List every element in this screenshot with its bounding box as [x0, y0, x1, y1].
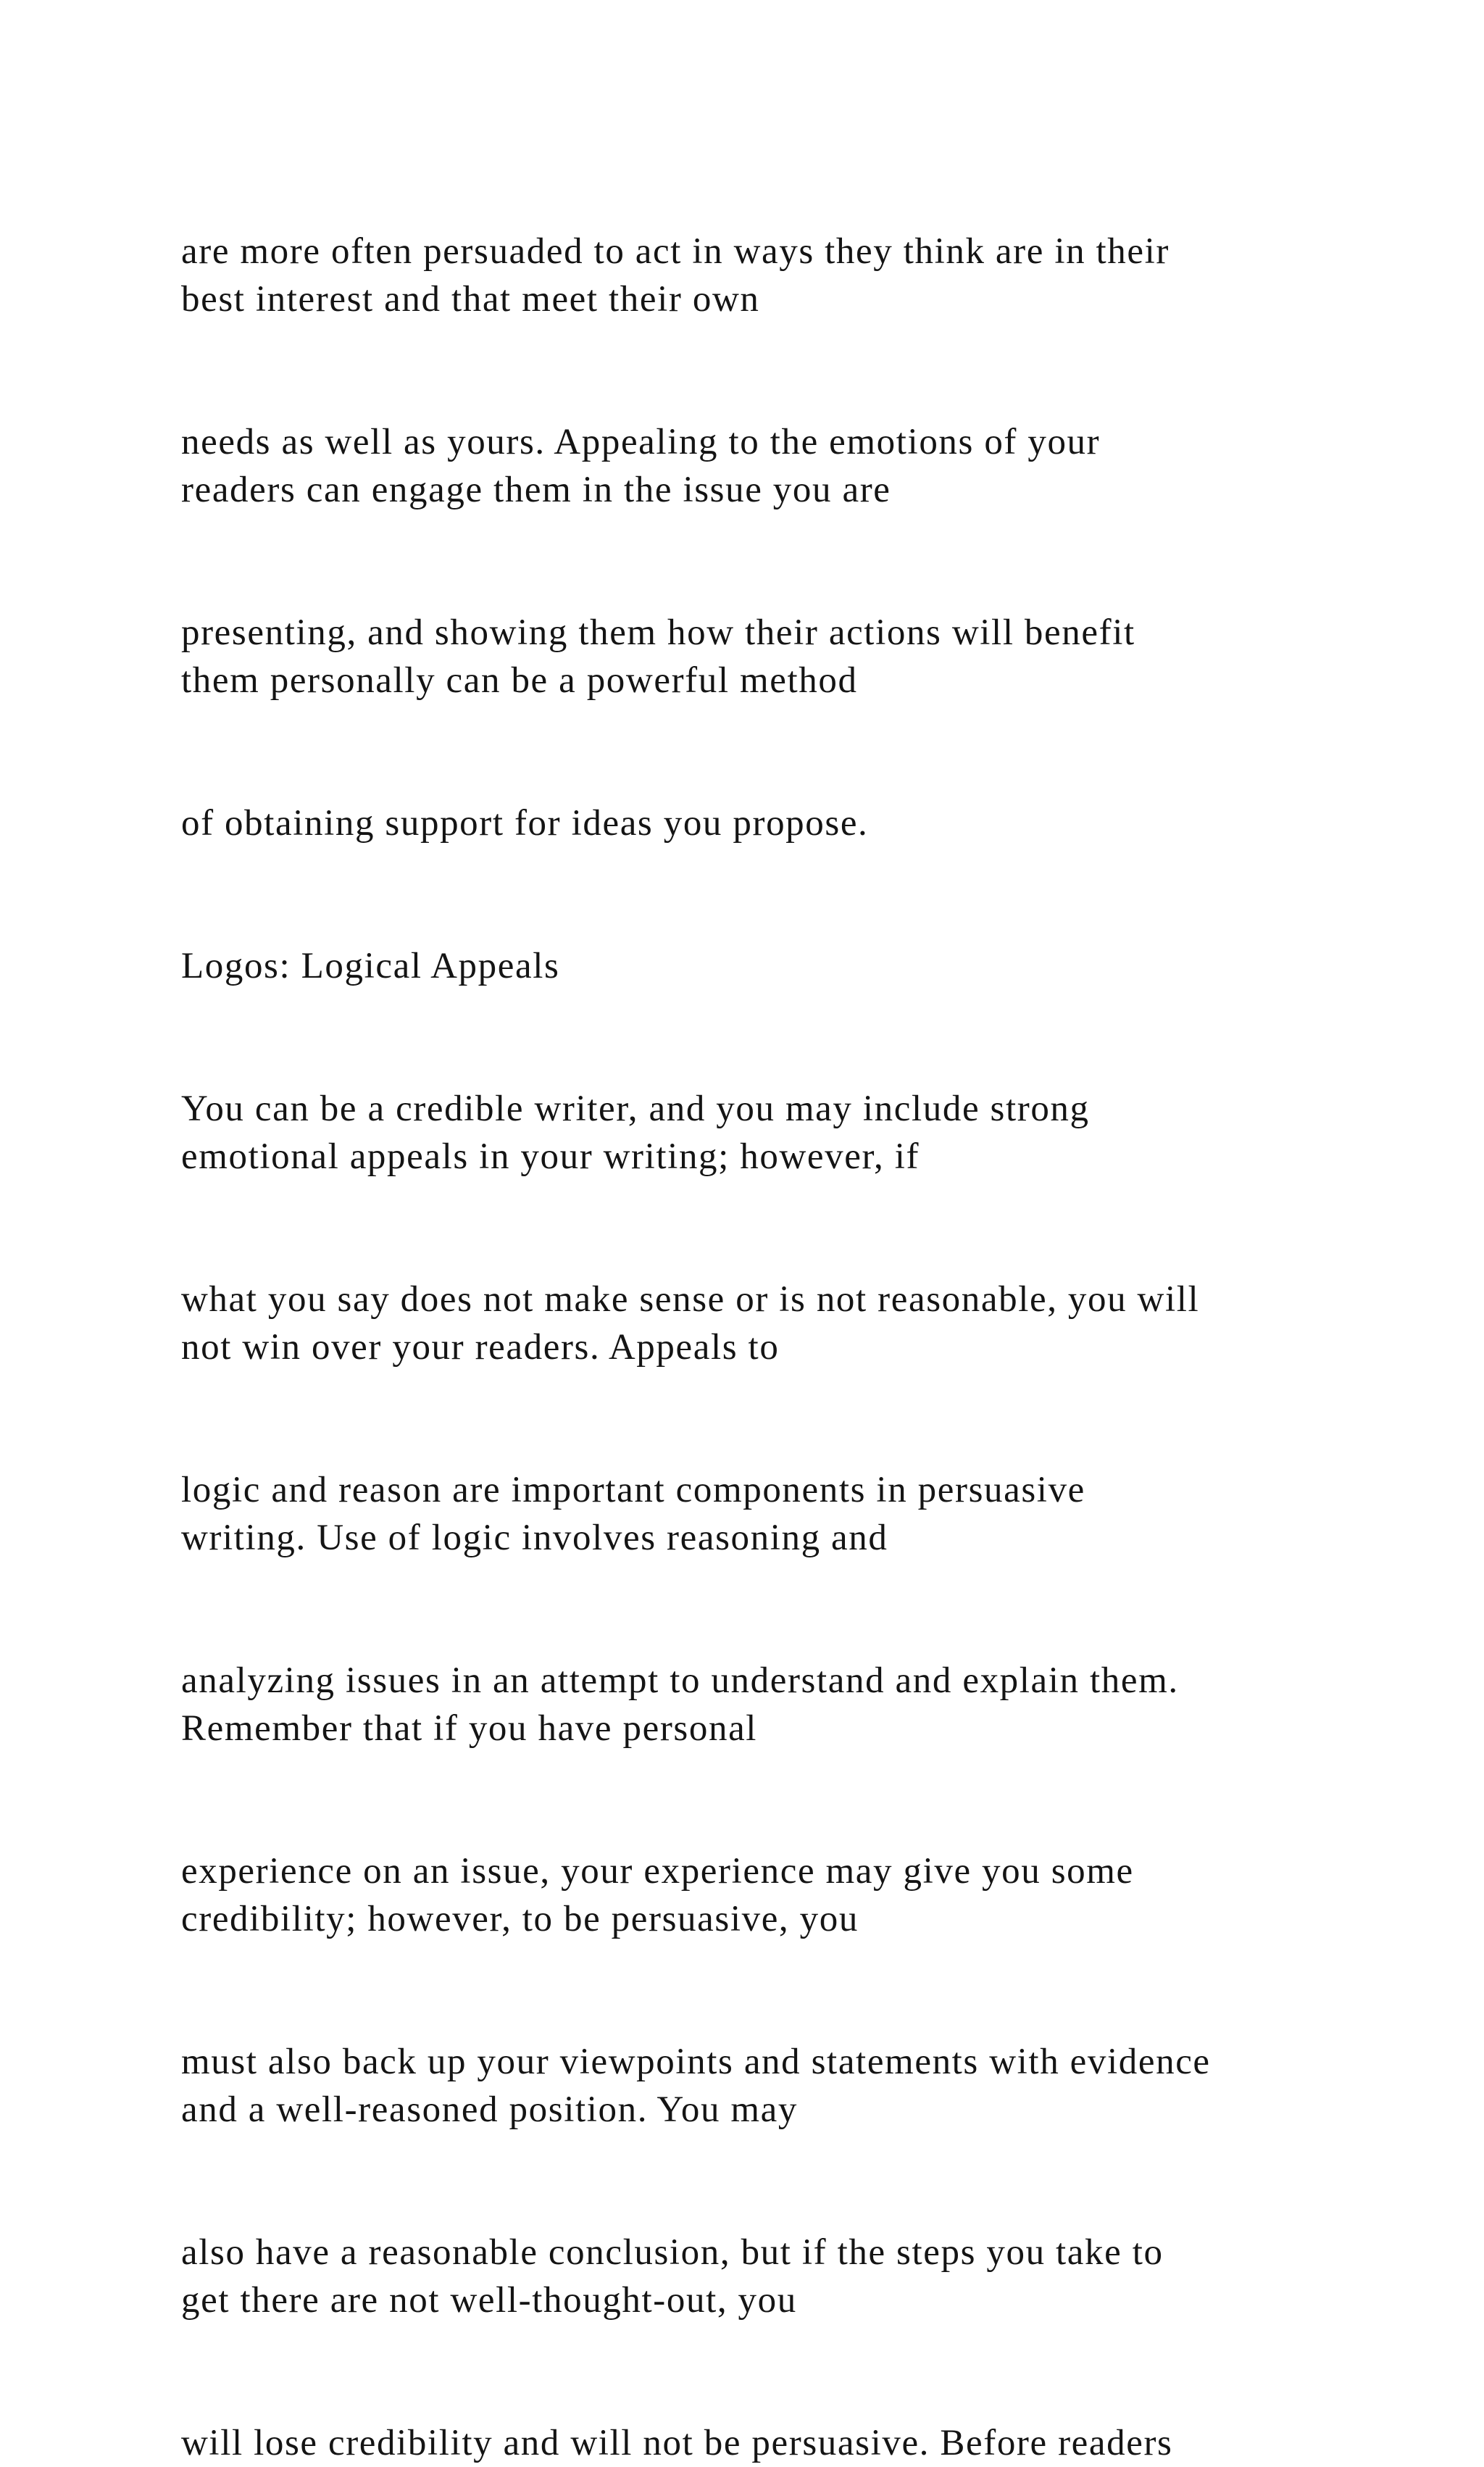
heading-text: Logos: Logical Appeals: [181, 946, 560, 986]
text-line: them personally can be a powerful method: [181, 660, 858, 701]
text-line: You can be a credible writer, and you may include strong: [181, 1089, 1090, 1129]
text-line: also have a reasonable conclusion, but if the steps you take to: [181, 2232, 1164, 2273]
text-line: readers can engage them in the issue you are: [181, 470, 891, 510]
paragraph: [181, 2038, 1413, 2134]
text-line: emotional appeals in your writing; however, if: [181, 1136, 920, 1177]
paragraph: [181, 1276, 1413, 1371]
text-line: credibility; however, to be persuasive, you: [181, 1899, 859, 1939]
paragraph: [181, 1657, 1413, 1752]
paragraph: [181, 2419, 1413, 2467]
section-heading: [181, 942, 1413, 990]
paragraph: [181, 418, 1413, 514]
text-line: best interest and that meet their own: [181, 279, 760, 320]
text-line: get there are not well-thought-out, you: [181, 2280, 797, 2321]
document-body: [181, 228, 1413, 2467]
text-line: Remember that if you have personal: [181, 1708, 758, 1749]
text-line: what you say does not make sense or is not reasonable, you will: [181, 1279, 1200, 1320]
paragraph: [181, 2229, 1413, 2324]
text-line: presenting, and showing them how their actions will benefit: [181, 612, 1135, 653]
text-line: experience on an issue, your experience may give you some: [181, 1851, 1134, 1892]
paragraph: [181, 799, 1413, 847]
paragraph: [181, 1085, 1413, 1181]
text-line: are more often persuaded to act in ways they think are in their: [181, 231, 1170, 272]
text-line: logic and reason are important components in persuasive: [181, 1470, 1085, 1510]
text-line: writing. Use of logic involves reasoning and: [181, 1518, 888, 1558]
text-line: not win over your readers. Appeals to: [181, 1327, 780, 1368]
text-line: needs as well as yours. Appealing to the emotions of your: [181, 422, 1101, 462]
paragraph: [181, 1466, 1413, 1562]
text-line: and a well-reasoned position. You may: [181, 2089, 798, 2130]
text-line: will lose credibility and will not be persuasive. Before readers: [181, 2423, 1173, 2463]
text-line: must also back up your viewpoints and statements with evidence: [181, 2042, 1211, 2082]
text-line: analyzing issues in an attempt to understand and explain them.: [181, 1660, 1179, 1701]
paragraph: [181, 609, 1413, 704]
paragraph: [181, 228, 1413, 323]
text-line: of obtaining support for ideas you propose.: [181, 803, 869, 844]
paragraph: [181, 1847, 1413, 1943]
